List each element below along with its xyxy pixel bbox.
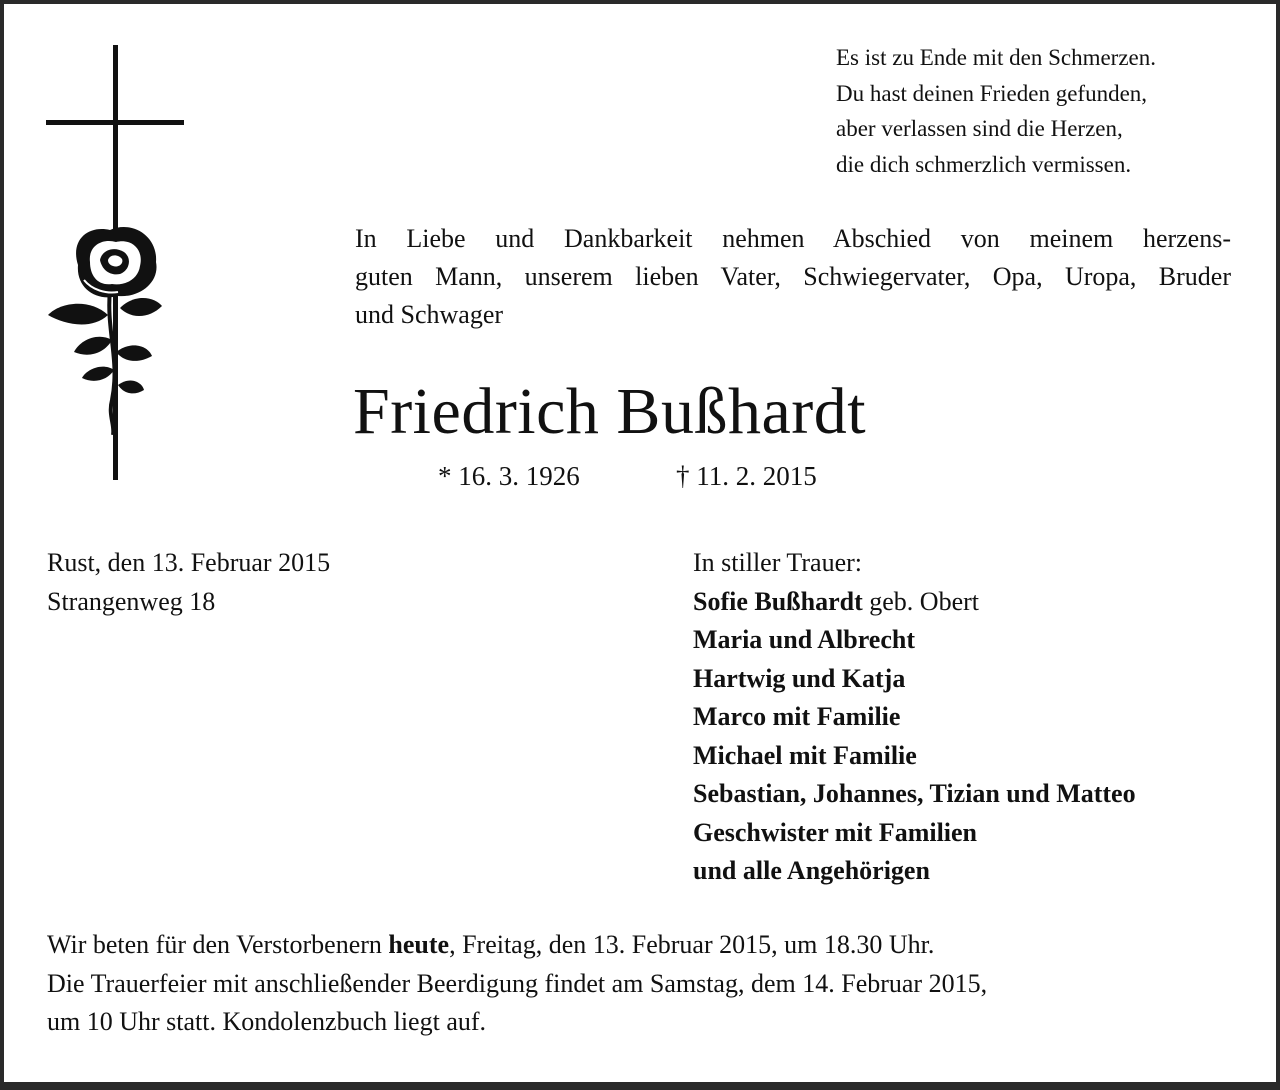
condolence-line: um 10 Uhr statt. Kondolenzbuch liegt auf. [47, 1007, 487, 1036]
poem [836, 40, 1156, 182]
mourner-line: Maria und Albrecht [693, 625, 915, 654]
intro-text [355, 220, 1231, 334]
poem-line: Du hast deinen Frieden gefunden, [836, 80, 1148, 106]
mourner-line: Hartwig und Katja [693, 663, 906, 693]
intro-line: In Liebe und Dankbarkeit nehmen Abschied von meinem herzens- [355, 224, 1231, 253]
mourner-line: Geschwister mit Familien [693, 817, 978, 847]
service-info [47, 926, 987, 1042]
poem-line: die dich schmerzlich vermissen. [836, 151, 1132, 177]
mourners-list [693, 544, 1136, 891]
place-date: Rust, den 13. Februar 2015 [47, 548, 331, 577]
death-date: † 11. 2. 2015 [676, 461, 817, 491]
widow-name: Sofie Bußhardt [693, 586, 863, 616]
service-today: heute [388, 930, 450, 959]
mourner-line: Sebastian, Johannes, Tizian und Matteo [693, 779, 1136, 808]
cross-with-rose-icon [40, 40, 200, 490]
mourners-heading: In stiller Trauer: [693, 548, 862, 577]
funeral-line: Die Trauerfeier mit anschließender Beerdigung findet am Samstag, dem 14. Februar 2015, [47, 968, 988, 998]
mourner-line: Michael mit Familie [693, 740, 917, 770]
service-text: , Freitag, den 13. Februar 2015, um 18.30 Uhr. [449, 930, 935, 959]
address: Strangenweg 18 [47, 586, 216, 616]
birth-date: * 16. 3. 1926 [438, 461, 580, 491]
mourner-line: Marco mit Familie [693, 702, 901, 731]
mourner-line: und alle Angehörigen [693, 856, 930, 885]
service-text: Wir beten für den Verstorbenern [47, 930, 389, 959]
deceased-name: Friedrich Bußhardt [353, 375, 867, 448]
intro-line: guten Mann, unserem lieben Vater, Schwiegervater, Opa, Uropa, Bruder [355, 262, 1231, 291]
service-line [47, 926, 987, 965]
mourner-widow [693, 583, 1136, 622]
intro-line: und Schwager [355, 300, 504, 329]
poem-line: Es ist zu Ende mit den Schmerzen. [836, 45, 1157, 70]
widow-maiden-name: geb. Obert [862, 586, 980, 616]
place-and-address [47, 544, 330, 621]
poem-line: aber verlassen sind die Herzen, [836, 116, 1123, 141]
